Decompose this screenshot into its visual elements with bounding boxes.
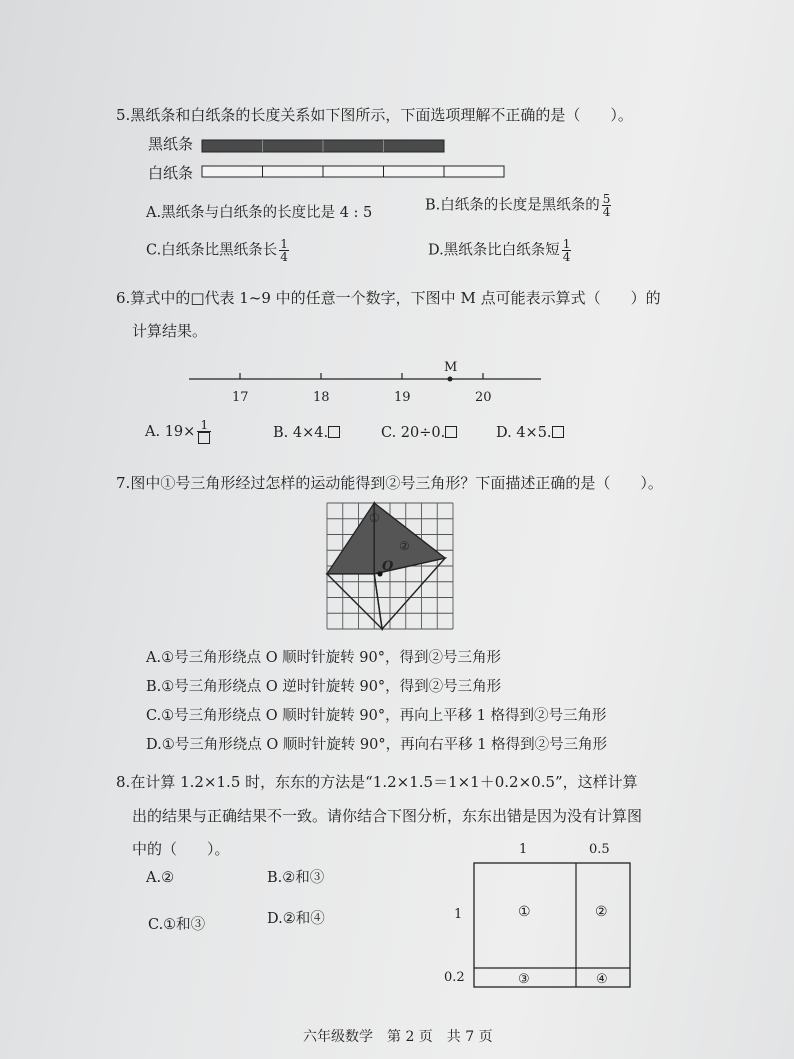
q6-option-d[interactable]: [496, 425, 564, 441]
white-strip-diagram: [198, 163, 510, 183]
area-model-diagram: [440, 836, 650, 996]
blank-box: [445, 426, 457, 438]
rotation-grid: [322, 498, 458, 634]
top-label-1: 1: [519, 842, 528, 857]
q6-option-c[interactable]: [381, 425, 457, 441]
q5-option-d[interactable]: [428, 238, 573, 263]
triangle-2-label: ②: [399, 539, 410, 553]
white-strip-rect: [202, 166, 504, 177]
q5-option-c-fraction: [279, 238, 289, 263]
q8-option-b[interactable]: B.②和③: [267, 870, 325, 886]
q6-option-a-fraction: [197, 419, 211, 445]
q7-option-b[interactable]: B.①号三角形绕点 O 逆时针旋转 90°，得到②号三角形: [146, 679, 502, 695]
q8-option-c[interactable]: C.①和③: [148, 917, 206, 933]
q8-stem-line1: [116, 771, 638, 792]
q5-option-c-text: C.白纸条比黑纸条长: [146, 242, 278, 259]
q7-number: 7.: [116, 474, 131, 492]
top-label-0-5: 0.5: [589, 842, 610, 857]
fraction-denominator-box: [197, 432, 211, 445]
q6-option-a-text: A. 19×: [145, 424, 196, 440]
page-footer: 六年级数学 第 2 页 共 7 页: [303, 1029, 493, 1045]
left-label-1: 1: [454, 907, 463, 922]
q7-option-d[interactable]: D.①号三角形绕点 O 顺时针旋转 90°，再向右平移 1 格得到②号三角形: [146, 737, 608, 753]
left-label-0-2: 0.2: [444, 970, 465, 985]
q6-stem-line2: 计算结果。: [132, 322, 208, 340]
point-o-label: O: [382, 559, 394, 574]
region-4-label: ④: [596, 972, 608, 987]
point-m: [448, 377, 453, 382]
q5-option-d-text: D.黑纸条比白纸条短: [428, 242, 560, 259]
fraction-numerator: 1: [562, 237, 571, 251]
q6-stem-line1: [116, 287, 661, 308]
tick-label-19: 19: [394, 390, 411, 405]
q6-option-d-text: D. 4×5.: [496, 425, 552, 441]
q6-option-b-text: B. 4×4.: [273, 425, 329, 441]
white-strip-label: 白纸条: [148, 164, 194, 182]
q5-option-d-fraction: [562, 238, 572, 263]
tick-label-17: 17: [232, 390, 249, 405]
q7-option-c[interactable]: C.①号三角形绕点 O 顺时针旋转 90°，再向上平移 1 格得到②号三角形: [146, 708, 607, 724]
q5-option-b-text: B.白纸条的长度是黑纸条的: [425, 197, 600, 214]
q8-number: 8.: [116, 773, 131, 791]
q6-option-a[interactable]: [145, 419, 213, 445]
q6-option-b[interactable]: [273, 425, 340, 441]
q5-number: 5.: [116, 106, 131, 124]
q7-option-a[interactable]: A.①号三角形绕点 O 顺时针旋转 90°，得到②号三角形: [146, 650, 501, 666]
q8-option-d[interactable]: D.②和④: [267, 911, 325, 927]
tick-label-18: 18: [313, 390, 330, 405]
q6-text: 算式中的□代表 1~9 中的任意一个数字，下图中 M 点可能表示算式（ ）的: [130, 289, 661, 307]
blank-box: [328, 426, 340, 438]
q5-option-c[interactable]: [146, 238, 291, 263]
tick-label-20: 20: [475, 390, 492, 405]
number-line: [185, 355, 545, 407]
blank-box: [552, 426, 564, 438]
region-1-label: ①: [518, 904, 531, 920]
black-strip-label: 黑纸条: [148, 135, 194, 153]
q8-option-a[interactable]: A.②: [146, 870, 175, 886]
q6-option-c-text: C. 20÷0.: [381, 425, 446, 441]
fraction-numerator: 1: [280, 237, 288, 251]
fraction-numerator: 1: [197, 419, 211, 432]
q8-text-line1: 在计算 1.2×1.5 时，东东的方法是“1.2×1.5＝1×1＋0.2×0.5”，这样计算: [130, 773, 638, 791]
region-2-label: ②: [595, 904, 608, 920]
q5-option-a[interactable]: A.黑纸条与白纸条的长度比是 4 : 5: [146, 205, 373, 221]
q6-number: 6.: [116, 289, 131, 307]
point-m-label: M: [444, 360, 458, 375]
q7-text: 图中①号三角形经过怎样的运动能得到②号三角形？下面描述正确的是（ ）。: [130, 474, 663, 492]
region-3-label: ③: [518, 972, 530, 987]
fraction-denominator: 4: [602, 205, 611, 219]
q7-stem: [116, 472, 663, 493]
triangle-1-label: ①: [369, 511, 380, 525]
q5-option-b-fraction: [602, 193, 612, 218]
q5-option-b[interactable]: [425, 193, 613, 218]
q5-stem: [116, 104, 633, 125]
q8-stem-line2: 出的结果与正确结果不一致。请你结合下图分析，东东出错是因为没有计算图: [132, 807, 643, 825]
q5-text: 黑纸条和白纸条的长度关系如下图所示，下面选项理解不正确的是（ ）。: [130, 106, 633, 124]
q8-stem-line3: 中的（ ）。: [132, 840, 230, 858]
fraction-numerator: 5: [602, 192, 611, 206]
fraction-denominator: 4: [280, 250, 288, 264]
fraction-denominator: 4: [562, 250, 571, 264]
triangle-1: [327, 503, 374, 574]
